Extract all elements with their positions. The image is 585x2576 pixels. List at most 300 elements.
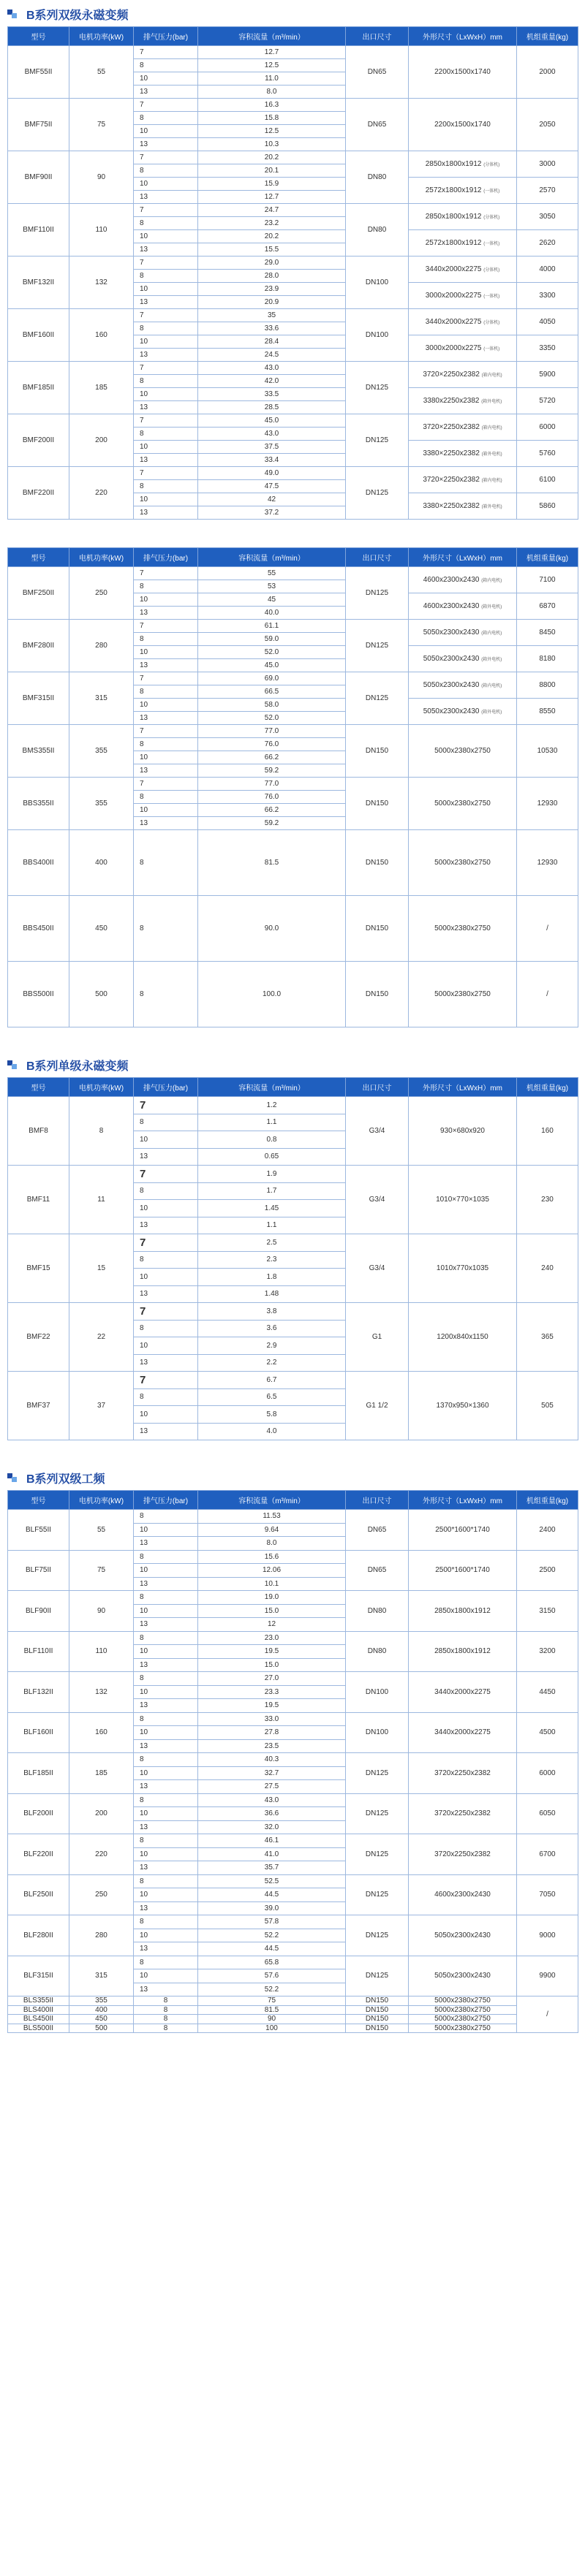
outlet-cell: DN125 bbox=[346, 362, 409, 414]
section-title-text: B系列双级永磁变频 bbox=[26, 9, 129, 22]
dimensions-note: (分体机) bbox=[483, 216, 500, 220]
spec-table-1 bbox=[7, 26, 578, 520]
pressure-cell: 8 bbox=[134, 791, 198, 804]
pressure-cell: 10 bbox=[134, 493, 198, 506]
dimensions-note: (一体机) bbox=[483, 189, 500, 194]
dimensions-text: 3440x2000x2275 bbox=[434, 1728, 491, 1737]
pressure-cell: 10 bbox=[134, 388, 198, 401]
power-cell: 200 bbox=[69, 414, 134, 467]
table-header bbox=[8, 1078, 578, 1097]
model-cell: BMF185II bbox=[8, 362, 69, 414]
dimensions-cell bbox=[409, 672, 517, 699]
weight-cell: 6100 bbox=[517, 467, 578, 493]
model-cell: BMF280II bbox=[8, 620, 69, 672]
flow-cell: 76.0 bbox=[198, 791, 346, 804]
pressure-cell: 10 bbox=[134, 1564, 198, 1578]
header-dims: 外形尺寸（LxWxH）mm bbox=[409, 548, 517, 567]
flow-cell: 11.0 bbox=[198, 72, 346, 86]
dimensions-cell bbox=[409, 362, 517, 388]
pressure-cell: 8 bbox=[134, 1631, 198, 1645]
weight-cell: 230 bbox=[517, 1166, 578, 1234]
outlet-cell: DN65 bbox=[346, 1550, 409, 1591]
flow-cell: 19.5 bbox=[198, 1699, 346, 1713]
pressure-cell: 13 bbox=[134, 1861, 198, 1875]
flow-cell: 77.0 bbox=[198, 725, 346, 738]
pressure-cell: 8 bbox=[134, 896, 198, 962]
dimensions-cell bbox=[409, 1631, 517, 1672]
flow-cell: 0.65 bbox=[198, 1148, 346, 1166]
pressure-cell: 8 bbox=[134, 1996, 198, 2006]
dimensions-note: (一体机) bbox=[483, 347, 500, 352]
dimensions-text: 5000x2380x2750 bbox=[434, 924, 491, 932]
weight-cell: 505 bbox=[517, 1372, 578, 1440]
dimensions-cell bbox=[409, 388, 517, 414]
table-row bbox=[8, 1874, 578, 1888]
dimensions-text: 2200x1500x1740 bbox=[434, 68, 491, 76]
flow-cell: 37.5 bbox=[198, 441, 346, 454]
dimensions-note: (箱内电机) bbox=[481, 684, 502, 688]
dimensions-text: 1010x770x1035 bbox=[436, 1264, 489, 1272]
flow-cell: 57.6 bbox=[198, 1969, 346, 1983]
weight-cell: 5760 bbox=[517, 441, 578, 467]
flow-cell: 45 bbox=[198, 593, 346, 607]
dimensions-text: 5000x2380x2750 bbox=[434, 990, 491, 998]
dimensions-cell bbox=[409, 830, 517, 896]
model-cell: BLF220II bbox=[8, 1834, 69, 1875]
pressure-cell: 7 bbox=[134, 620, 198, 633]
power-cell: 500 bbox=[69, 962, 134, 1027]
pressure-cell: 7 bbox=[134, 151, 198, 164]
flow-cell: 2.5 bbox=[198, 1234, 346, 1252]
dimensions-cell bbox=[409, 204, 517, 230]
outlet-cell: DN125 bbox=[346, 1793, 409, 1834]
flow-cell: 2.3 bbox=[198, 1251, 346, 1269]
pressure-cell: 10 bbox=[134, 1269, 198, 1286]
table-header bbox=[8, 548, 578, 567]
flow-cell: 52.0 bbox=[198, 712, 346, 725]
dimensions-cell bbox=[409, 414, 517, 441]
outlet-cell: DN125 bbox=[346, 467, 409, 520]
weight-cell: 2620 bbox=[517, 230, 578, 257]
flow-cell: 52.2 bbox=[198, 1983, 346, 1996]
dimensions-text: 5050x2300x2430 bbox=[434, 1931, 491, 1939]
weight-cell: 12930 bbox=[517, 778, 578, 830]
flow-cell: 32.0 bbox=[198, 1820, 346, 1834]
pressure-cell: 8 bbox=[134, 1672, 198, 1686]
dimensions-note: (箱外电机) bbox=[481, 452, 502, 457]
header-pressure: 排气压力(bar) bbox=[134, 1078, 198, 1097]
pressure-cell: 13 bbox=[134, 659, 198, 672]
table-row bbox=[8, 2024, 578, 2033]
dimensions-text: 4600x2300x2430 bbox=[423, 602, 480, 610]
flow-cell: 44.5 bbox=[198, 1888, 346, 1902]
flow-cell: 46.1 bbox=[198, 1834, 346, 1848]
table-row bbox=[8, 99, 578, 112]
dimensions-text: 2850x1800x1912 bbox=[425, 213, 482, 221]
dimensions-text: 3720x2250x2382 bbox=[434, 1850, 491, 1858]
header-flow: 容积流量（m³/min） bbox=[198, 548, 346, 567]
flow-cell: 45.0 bbox=[198, 659, 346, 672]
spec-table-4 bbox=[7, 1490, 578, 2033]
dimensions-cell bbox=[409, 620, 517, 646]
pressure-cell: 8 bbox=[134, 1874, 198, 1888]
dimensions-cell bbox=[409, 1915, 517, 1956]
power-cell: 355 bbox=[69, 725, 134, 778]
dimensions-cell bbox=[409, 1712, 517, 1753]
dimensions-cell bbox=[409, 778, 517, 830]
weight-cell: 7050 bbox=[517, 1874, 578, 1915]
flow-cell: 15.9 bbox=[198, 178, 346, 191]
pressure-cell: 10 bbox=[134, 72, 198, 86]
outlet-cell: DN150 bbox=[346, 778, 409, 830]
table-row bbox=[8, 2015, 578, 2024]
model-cell: BLS450II bbox=[8, 2015, 69, 2024]
pressure-cell: 13 bbox=[134, 1901, 198, 1915]
pressure-cell: 13 bbox=[134, 1354, 198, 1372]
dimensions-note: (箱外电机) bbox=[481, 658, 502, 662]
model-cell: BLF75II bbox=[8, 1550, 69, 1591]
section-title bbox=[7, 1057, 578, 1073]
table-row bbox=[8, 46, 578, 59]
header-power: 电机功率(kW) bbox=[69, 1491, 134, 1510]
pressure-cell: 13 bbox=[134, 1577, 198, 1591]
pressure-cell: 8 bbox=[134, 2015, 198, 2024]
table-row bbox=[8, 151, 578, 164]
outlet-cell: G3/4 bbox=[346, 1234, 409, 1303]
pressure-cell: 10 bbox=[134, 178, 198, 191]
pressure-cell: 8 bbox=[134, 1753, 198, 1767]
pressure-cell: 13 bbox=[134, 764, 198, 778]
dimensions-text: 5050x2300x2430 bbox=[423, 655, 480, 663]
flow-cell: 57.8 bbox=[198, 1915, 346, 1929]
weight-cell: 2500 bbox=[517, 1550, 578, 1591]
flow-cell: 28.5 bbox=[198, 401, 346, 414]
flow-cell: 15.0 bbox=[198, 1604, 346, 1618]
pressure-cell: 10 bbox=[134, 1807, 198, 1821]
outlet-cell: G3/4 bbox=[346, 1097, 409, 1166]
pressure-cell: 8 bbox=[134, 685, 198, 699]
weight-cell: 3200 bbox=[517, 1631, 578, 1672]
table-header bbox=[8, 1491, 578, 1510]
pressure-cell: 7 bbox=[134, 309, 198, 322]
pressure-cell: 13 bbox=[134, 86, 198, 99]
flow-cell: 47.5 bbox=[198, 480, 346, 493]
header-model: 型号 bbox=[8, 27, 69, 46]
outlet-cell: DN100 bbox=[346, 1712, 409, 1753]
power-cell: 22 bbox=[69, 1303, 134, 1372]
flow-cell: 12.7 bbox=[198, 191, 346, 204]
pressure-cell: 7 bbox=[134, 672, 198, 685]
header-flow: 容积流量（m³/min） bbox=[198, 27, 346, 46]
flow-cell: 35.7 bbox=[198, 1861, 346, 1875]
dimensions-text: 5050x2300x2430 bbox=[423, 628, 480, 637]
table-row bbox=[8, 830, 578, 896]
flow-cell: 33.6 bbox=[198, 322, 346, 335]
dimensions-text: 5000x2380x2750 bbox=[434, 747, 491, 755]
weight-cell: / bbox=[517, 1996, 578, 2033]
dimensions-cell bbox=[409, 1874, 517, 1915]
spec-table-2 bbox=[7, 547, 578, 1027]
power-cell: 15 bbox=[69, 1234, 134, 1303]
flow-cell: 43.0 bbox=[198, 1793, 346, 1807]
flow-cell: 24.7 bbox=[198, 204, 346, 217]
pressure-cell: 8 bbox=[134, 1251, 198, 1269]
header-dims: 外形尺寸（LxWxH）mm bbox=[409, 1078, 517, 1097]
header-outlet: 出口尺寸 bbox=[346, 1491, 409, 1510]
pressure-cell: 8 bbox=[134, 1591, 198, 1605]
dimensions-text: 1370x950×1360 bbox=[436, 1402, 489, 1410]
pressure-cell: 7 bbox=[134, 467, 198, 480]
model-cell: BMF250II bbox=[8, 567, 69, 620]
header-model: 型号 bbox=[8, 1491, 69, 1510]
dimensions-cell bbox=[409, 567, 517, 593]
outlet-cell: DN80 bbox=[346, 151, 409, 204]
weight-cell: 240 bbox=[517, 1234, 578, 1303]
header-row bbox=[8, 1078, 578, 1097]
pressure-cell: 8 bbox=[134, 164, 198, 178]
pressure-cell: 7 bbox=[134, 778, 198, 791]
dimensions-cell bbox=[409, 725, 517, 778]
weight-cell: 2000 bbox=[517, 46, 578, 99]
table-row bbox=[8, 1956, 578, 1969]
outlet-cell: DN125 bbox=[346, 1956, 409, 1996]
power-cell: 55 bbox=[69, 1510, 134, 1551]
dimensions-note: (箱内电机) bbox=[481, 631, 502, 636]
pressure-cell: 8 bbox=[134, 1915, 198, 1929]
flow-cell: 81.5 bbox=[198, 2005, 346, 2015]
header-dims: 外形尺寸（LxWxH）mm bbox=[409, 27, 517, 46]
header-flow: 容积流量（m³/min） bbox=[198, 1078, 346, 1097]
flow-cell: 27.5 bbox=[198, 1780, 346, 1794]
flow-cell: 15.8 bbox=[198, 112, 346, 125]
pressure-cell: 7 bbox=[134, 1234, 198, 1252]
section-1-continued bbox=[7, 547, 578, 1027]
power-cell: 75 bbox=[69, 99, 134, 151]
power-cell: 132 bbox=[69, 257, 134, 309]
dimensions-note: (箱内电机) bbox=[481, 479, 502, 483]
power-cell: 315 bbox=[69, 672, 134, 725]
dims-cell: 5000x2380x2750 bbox=[409, 2015, 517, 2024]
section-title bbox=[7, 1470, 578, 1486]
pressure-cell: 8 bbox=[134, 580, 198, 593]
power-cell: 37 bbox=[69, 1372, 134, 1440]
pressure-cell: 8 bbox=[134, 738, 198, 751]
weight-cell: 3050 bbox=[517, 204, 578, 230]
dimensions-text: 3380×2250x2382 bbox=[423, 449, 480, 457]
model-cell: BBS450II bbox=[8, 896, 69, 962]
header-dims: 外形尺寸（LxWxH）mm bbox=[409, 1491, 517, 1510]
pressure-cell: 8 bbox=[134, 480, 198, 493]
header-pressure: 排气压力(bar) bbox=[134, 27, 198, 46]
table-row bbox=[8, 1793, 578, 1807]
pressure-cell: 13 bbox=[134, 1148, 198, 1166]
header-outlet: 出口尺寸 bbox=[346, 1078, 409, 1097]
dimensions-note: (一体机) bbox=[483, 242, 500, 246]
dimensions-text: 2572x1800x1912 bbox=[425, 239, 482, 247]
dimensions-text: 3720×2250x2382 bbox=[423, 371, 480, 379]
flow-cell: 55 bbox=[198, 567, 346, 580]
header-row bbox=[8, 27, 578, 46]
table-row bbox=[8, 1996, 578, 2006]
dimensions-text: 2572x1800x1912 bbox=[425, 186, 482, 194]
model-cell: BMF200II bbox=[8, 414, 69, 467]
dims-cell: 5000x2380x2750 bbox=[409, 1996, 517, 2006]
pressure-cell: 10 bbox=[134, 441, 198, 454]
pressure-cell: 8 bbox=[134, 633, 198, 646]
section-1 bbox=[7, 6, 578, 520]
outlet-cell: DN125 bbox=[346, 567, 409, 620]
pressure-cell: 10 bbox=[134, 1847, 198, 1861]
outlet-cell: DN150 bbox=[346, 725, 409, 778]
flow-cell: 12.5 bbox=[198, 59, 346, 72]
flow-cell: 76.0 bbox=[198, 738, 346, 751]
dimensions-cell bbox=[409, 46, 517, 99]
table-row bbox=[8, 362, 578, 375]
flow-cell: 15.6 bbox=[198, 1550, 346, 1564]
power-cell: 90 bbox=[69, 1591, 134, 1632]
header-weight: 机组重量(kg) bbox=[517, 548, 578, 567]
flow-cell: 36.6 bbox=[198, 1807, 346, 1821]
power-cell: 110 bbox=[69, 1631, 134, 1672]
dimensions-text: 2850x1800x1912 bbox=[434, 1606, 491, 1615]
pressure-cell: 7 bbox=[134, 567, 198, 580]
model-cell: BMF37 bbox=[8, 1372, 69, 1440]
dimensions-text: 3720x2250x2382 bbox=[434, 1809, 491, 1818]
outlet-cell: DN150 bbox=[346, 830, 409, 896]
flow-cell: 12 bbox=[198, 1618, 346, 1632]
outlet-cell: DN65 bbox=[346, 99, 409, 151]
pressure-cell: 10 bbox=[134, 283, 198, 296]
pressure-cell: 13 bbox=[134, 401, 198, 414]
power-cell: 11 bbox=[69, 1166, 134, 1234]
model-cell: BMF8 bbox=[8, 1097, 69, 1166]
power-cell: 220 bbox=[69, 467, 134, 520]
table-row bbox=[8, 567, 578, 580]
section-title bbox=[7, 6, 578, 22]
pressure-cell: 13 bbox=[134, 607, 198, 620]
pressure-cell: 13 bbox=[134, 1699, 198, 1713]
flow-cell: 58.0 bbox=[198, 699, 346, 712]
outlet-cell: DN150 bbox=[346, 2005, 409, 2015]
flow-cell: 1.8 bbox=[198, 1269, 346, 1286]
pressure-cell: 13 bbox=[134, 1285, 198, 1303]
dimensions-cell bbox=[409, 309, 517, 335]
flow-cell: 28.0 bbox=[198, 270, 346, 283]
outlet-cell: DN125 bbox=[346, 414, 409, 467]
pressure-cell: 10 bbox=[134, 230, 198, 243]
outlet-cell: DN125 bbox=[346, 1753, 409, 1794]
pressure-cell: 10 bbox=[134, 699, 198, 712]
table-row bbox=[8, 1097, 578, 1114]
dimensions-cell bbox=[409, 1834, 517, 1875]
section-marker-icon bbox=[7, 1472, 19, 1483]
weight-cell: 4500 bbox=[517, 1712, 578, 1753]
dimensions-cell bbox=[409, 962, 517, 1027]
pressure-cell: 7 bbox=[134, 362, 198, 375]
pressure-cell: 10 bbox=[134, 1929, 198, 1942]
flow-cell: 35 bbox=[198, 309, 346, 322]
pressure-cell: 8 bbox=[134, 428, 198, 441]
model-cell: BLF90II bbox=[8, 1591, 69, 1632]
table-row bbox=[8, 1712, 578, 1726]
weight-cell: 8450 bbox=[517, 620, 578, 646]
pressure-cell: 10 bbox=[134, 1131, 198, 1149]
flow-cell: 77.0 bbox=[198, 778, 346, 791]
flow-cell: 81.5 bbox=[198, 830, 346, 896]
flow-cell: 42 bbox=[198, 493, 346, 506]
pressure-cell: 10 bbox=[134, 1726, 198, 1740]
dimensions-note: (箱内电机) bbox=[481, 426, 502, 430]
flow-cell: 6.5 bbox=[198, 1388, 346, 1406]
pressure-cell: 13 bbox=[134, 1820, 198, 1834]
flow-cell: 19.5 bbox=[198, 1645, 346, 1659]
pressure-cell: 13 bbox=[134, 296, 198, 309]
pressure-cell: 10 bbox=[134, 1604, 198, 1618]
model-cell: BMF90II bbox=[8, 151, 69, 204]
pressure-cell: 13 bbox=[134, 1942, 198, 1956]
flow-cell: 27.0 bbox=[198, 1672, 346, 1686]
flow-cell: 1.7 bbox=[198, 1182, 346, 1200]
dimensions-text: 1010×770×1035 bbox=[436, 1196, 489, 1204]
outlet-cell: DN65 bbox=[346, 46, 409, 99]
flow-cell: 37.2 bbox=[198, 506, 346, 520]
flow-cell: 23.9 bbox=[198, 283, 346, 296]
table-row bbox=[8, 257, 578, 270]
header-pressure: 排气压力(bar) bbox=[134, 548, 198, 567]
flow-cell: 69.0 bbox=[198, 672, 346, 685]
table-row bbox=[8, 1672, 578, 1686]
model-cell: BLF185II bbox=[8, 1753, 69, 1794]
dimensions-cell bbox=[409, 593, 517, 620]
outlet-cell: DN125 bbox=[346, 1834, 409, 1875]
pressure-cell: 13 bbox=[134, 817, 198, 830]
outlet-cell: DN125 bbox=[346, 672, 409, 725]
flow-cell: 23.0 bbox=[198, 1631, 346, 1645]
weight-cell: 3350 bbox=[517, 335, 578, 362]
flow-cell: 53 bbox=[198, 580, 346, 593]
dimensions-text: 2500*1600*1740 bbox=[435, 1566, 490, 1575]
dimensions-text: 2850x1800x1912 bbox=[434, 1647, 491, 1656]
flow-cell: 52.2 bbox=[198, 1929, 346, 1942]
table-row bbox=[8, 1303, 578, 1321]
pressure-cell: 8 bbox=[134, 1388, 198, 1406]
flow-cell: 23.5 bbox=[198, 1739, 346, 1753]
section-title-text: B系列双级工频 bbox=[26, 1473, 105, 1486]
dimensions-note: (分体机) bbox=[483, 268, 500, 273]
table-header bbox=[8, 27, 578, 46]
power-cell: 200 bbox=[69, 1793, 134, 1834]
flow-cell: 32.7 bbox=[198, 1766, 346, 1780]
dimensions-cell bbox=[409, 1510, 517, 1551]
dims-cell: 5000x2380x2750 bbox=[409, 2024, 517, 2033]
model-cell: BLF55II bbox=[8, 1510, 69, 1551]
model-cell: BLF280II bbox=[8, 1915, 69, 1956]
header-power: 电机功率(kW) bbox=[69, 548, 134, 567]
outlet-cell: DN150 bbox=[346, 962, 409, 1027]
pressure-cell: 7 bbox=[134, 1303, 198, 1321]
flow-cell: 65.8 bbox=[198, 1956, 346, 1969]
flow-cell: 66.2 bbox=[198, 804, 346, 817]
flow-cell: 8.0 bbox=[198, 1537, 346, 1551]
model-cell: BLF315II bbox=[8, 1956, 69, 1996]
weight-cell: 6700 bbox=[517, 1834, 578, 1875]
weight-cell: 7100 bbox=[517, 567, 578, 593]
pressure-cell: 10 bbox=[134, 1200, 198, 1217]
flow-cell: 45.0 bbox=[198, 414, 346, 428]
outlet-cell: DN80 bbox=[346, 204, 409, 257]
pressure-cell: 7 bbox=[134, 99, 198, 112]
power-cell: 355 bbox=[69, 778, 134, 830]
